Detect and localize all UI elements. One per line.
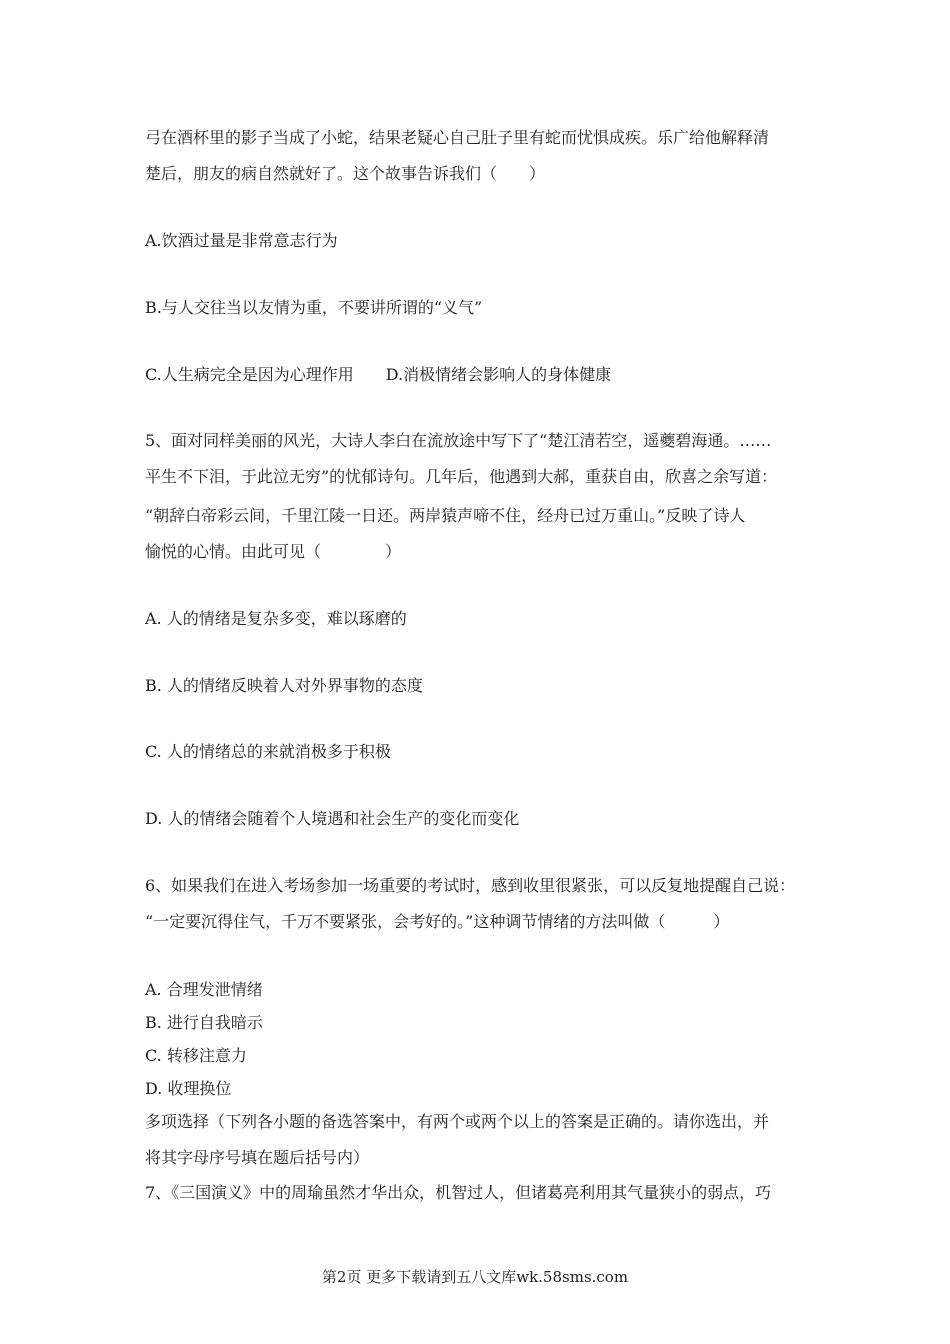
q4-option-cd: C.人生病完全是因为心理作用 D.消极情绪会影响人的身体健康: [145, 365, 612, 384]
q5-text-line: 愉悦的心情。由此可见（ ）: [145, 542, 402, 561]
q5-option-a: A. 人的情绪是复杂多变，难以琢磨的: [145, 609, 407, 628]
page-footer: 第2页 更多下载请到五八文库wk.58sms.com: [321, 1268, 629, 1286]
q4-option-a: A.饮酒过量是非常意志行为: [145, 231, 338, 250]
q6-text-line: “一定要沉得住气，千万不要紧张，会考好的。”这种调节情绪的方法叫做（ ）: [145, 912, 730, 931]
q4-option-b: B.与人交往当以友情为重，不要讲所谓的“义气”: [145, 298, 483, 317]
q5-text-line: 5、面对同样美丽的风光，大诗人李白在流放途中写下了“楚江清若空，遥夔碧海通。……: [145, 431, 772, 450]
q5-text-line: 平生不下泪，于此泣无穷”的忧郁诗句。几年后，他遇到大郝，重获自由，欣喜之余写道：: [145, 467, 778, 486]
q5-option-b: B. 人的情绪反映着人对外界事物的态度: [145, 676, 423, 695]
q5-text-line: “朝辞白帝彩云间，千里江陵一日还。两岸猿声啼不住，经舟已过万重山。”反映了诗人: [145, 506, 746, 525]
q6-option-c: C. 转移注意力: [145, 1046, 247, 1065]
q4-text-line: 楚后，朋友的病自然就好了。这个故事告诉我们（ ）: [145, 164, 546, 183]
q6-text-line: 6、如果我们在进入考场参加一场重要的考试时，感到收里很紧张，可以反复地提醒自己说：: [145, 876, 796, 895]
multi-choice-heading: 多项选择（下列各小题的备选答案中，有两个或两个以上的答案是正确的。请你选出，并: [145, 1112, 770, 1131]
q4-text-line: 弓在酒杯里的影子当成了小蛇，结果老疑心自己肚子里有蛇而忧惧成疾。乐广给他解释清: [145, 128, 770, 147]
q6-option-a: A. 合理发泄情绪: [145, 980, 263, 999]
q5-option-d: D. 人的情绪会随着个人境遇和社会生产的变化而变化: [145, 809, 520, 828]
q6-option-b: B. 进行自我暗示: [145, 1013, 263, 1032]
q5-option-c: C. 人的情绪总的来就消极多于积极: [145, 742, 391, 761]
q6-option-d: D. 收理换位: [145, 1079, 232, 1098]
q7-text-line: 7、《三国演义》中的周瑜虽然才华出众，机智过人，但诸葛亮利用其气量狭小的弱点，巧: [145, 1183, 772, 1202]
multi-choice-heading: 将其字母序号填在题后括号内）: [145, 1148, 370, 1167]
